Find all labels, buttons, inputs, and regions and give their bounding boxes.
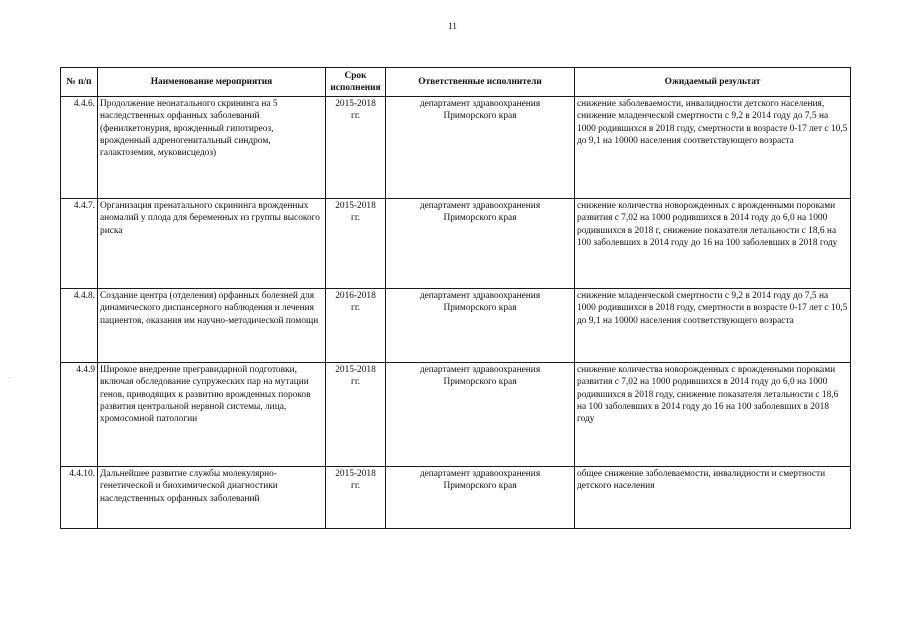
executor-line1: департамент здравоохранения bbox=[419, 99, 541, 109]
measure-name: Создание центра (отделения) орфанных болезней для динамического диспансерного наблюдения и лечения пациентов, оказания им научно-методической помощи bbox=[98, 289, 326, 363]
header-term-line1: Срок bbox=[344, 70, 367, 81]
execution-term bbox=[326, 467, 386, 529]
row-number: 4.4.6. bbox=[61, 97, 98, 199]
expected-result: снижение количества новорожденных с врожденными пороками развития с 7,02 на 1000 родившихся в 2014 году до 6,0 на 1000 родившихся в 2018 году, снижение показателя летальности с 18,6 на 100 заболевших в 2014 году до 16 на 100 заболевших в 2018 году bbox=[575, 363, 851, 467]
header-result: Ожидаемый результат bbox=[575, 68, 851, 97]
row-number: 4.4.7. bbox=[61, 199, 98, 289]
header-term bbox=[326, 68, 386, 97]
measures-table bbox=[60, 67, 851, 529]
term-years: 2015-2018 bbox=[335, 201, 376, 211]
table-header bbox=[61, 68, 851, 97]
responsible-executors bbox=[386, 467, 575, 529]
table-row bbox=[61, 97, 851, 199]
measure-name: Продолжение неонатального скрининга на 5 наследственных орфанных заболеваний (фенилкетонурия, врожденный гипотиреоз, врожденный адреногенитальный синдром, галактоземия, муковисцедоз) bbox=[98, 97, 326, 199]
measure-name: Дальнейшее развитие службы молекулярно-генетической и биохимической диагностики наследственных орфанных заболеваний bbox=[98, 467, 326, 529]
executor-line2: Приморского края bbox=[443, 303, 517, 314]
page-number: 11 bbox=[448, 21, 457, 31]
table-row bbox=[61, 199, 851, 289]
responsible-executors bbox=[386, 363, 575, 467]
execution-term bbox=[326, 97, 386, 199]
executor-line1: департамент здравоохранения bbox=[419, 365, 541, 375]
expected-result: снижение заболеваемости, инвалидности детского населения, снижение младенческой смертности с 9,2 в 2014 году до 7,5 на 1000 родившихся в 2018 году, смертности в возрасте 0-17 лет с 10,5 до 9,1 на 10000 населения соответствующего возраста bbox=[575, 97, 851, 199]
executor-line1: департамент здравоохранения bbox=[419, 291, 541, 301]
header-name: Наименование мероприятия bbox=[98, 68, 326, 97]
measure-name: Организация пренатального скрининга врожденных аномалий у плода для беременных из группы высокого риска bbox=[98, 199, 326, 289]
term-suffix: гг. bbox=[351, 303, 360, 314]
term-suffix: гг. bbox=[351, 213, 360, 224]
responsible-executors bbox=[386, 289, 575, 363]
header-row bbox=[61, 68, 851, 97]
executor-line2: Приморского края bbox=[443, 481, 517, 492]
row-number: 4.4.8. bbox=[61, 289, 98, 363]
term-years: 2015-2018 bbox=[335, 365, 376, 375]
table-row bbox=[61, 289, 851, 363]
term-suffix: гг. bbox=[351, 111, 360, 122]
expected-result: снижение младенческой смертности с 9,2 в 2014 году до 7,5 на 1000 родившихся в 2018 году, смертности в возрасте 0-17 лет с 10,5 до 9,1 на 10000 населения соответствующего возраста bbox=[575, 289, 851, 363]
execution-term bbox=[326, 289, 386, 363]
table-body bbox=[61, 97, 851, 529]
header-executors: Ответственные исполнители bbox=[386, 68, 575, 97]
header-num: № п/п bbox=[61, 68, 98, 97]
executor-line2: Приморского края bbox=[443, 111, 517, 122]
execution-term bbox=[326, 199, 386, 289]
header-term-line2: исполнения bbox=[330, 83, 381, 93]
margin-mark: · bbox=[8, 374, 11, 382]
measure-name: Широкое внедрение прегравидарной подготовки, включая обследование супружеских пар на мутации генов, приводящих к развитию врожденных пороков развития центральной нервной системы, лица, хромосомной патологии bbox=[98, 363, 326, 467]
responsible-executors bbox=[386, 199, 575, 289]
term-years: 2016-2018 bbox=[335, 291, 376, 301]
row-number: 4.4.9 bbox=[61, 363, 98, 467]
table-row bbox=[61, 467, 851, 529]
executor-line1: департамент здравоохранения bbox=[419, 201, 541, 211]
term-suffix: гг. bbox=[351, 481, 360, 492]
executor-line1: департамент здравоохранения bbox=[419, 469, 541, 479]
execution-term bbox=[326, 363, 386, 467]
row-number: 4.4.10. bbox=[61, 467, 98, 529]
responsible-executors bbox=[386, 97, 575, 199]
term-suffix: гг. bbox=[351, 377, 360, 388]
term-years: 2015-2018 bbox=[335, 469, 376, 479]
term-years: 2015-2018 bbox=[335, 99, 376, 109]
executor-line2: Приморского края bbox=[443, 213, 517, 224]
executor-line2: Приморского края bbox=[443, 377, 517, 388]
expected-result: общее снижение заболеваемости, инвалидности и смертности детского населения bbox=[575, 467, 851, 529]
table-row bbox=[61, 363, 851, 467]
expected-result: снижение количества новорожденных с врожденными пороками развития с 7,02 на 1000 родившихся в 2014 году до 6,0 на 1000 родившихся в 2018 г, снижение показателя летальности с 18,6 на 100 заболевших в 2014 году до 16 на 100 заболевших в 2018 году bbox=[575, 199, 851, 289]
